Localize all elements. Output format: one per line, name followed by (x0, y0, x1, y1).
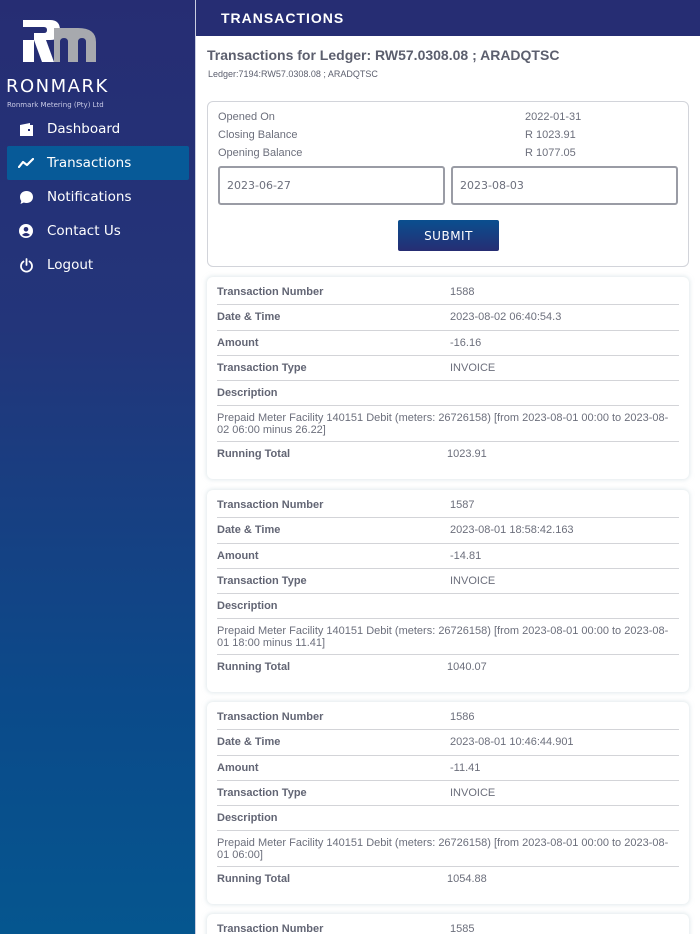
sidebar-item-label: Dashboard (47, 121, 121, 137)
transaction-card (207, 277, 689, 479)
main-content (196, 0, 700, 934)
transaction-type-label: Transaction Type (217, 574, 307, 587)
running-total-value: 1054.88 (447, 873, 487, 886)
wallet-icon (18, 121, 34, 137)
transaction-number-label: Transaction Number (217, 286, 324, 298)
running-total-value: 1040.07 (447, 661, 487, 674)
transaction-number-row (217, 493, 679, 518)
sidebar-item-dashboard[interactable] (7, 112, 189, 146)
brand-subtitle: Ronmark Metering (Pty) Ltd (7, 101, 104, 109)
opened-on-label: Opened On (218, 111, 275, 123)
amount-label: Amount (217, 336, 259, 349)
transaction-type-value: INVOICE (450, 574, 496, 587)
transaction-card (207, 490, 689, 692)
transaction-type-row (217, 356, 679, 381)
page-header (196, 0, 700, 36)
submit-button[interactable]: SUBMIT (398, 220, 499, 251)
sidebar (0, 0, 196, 934)
trend-line-icon (18, 155, 34, 171)
transaction-number-row (217, 705, 679, 730)
transaction-number-label: Transaction Number (217, 499, 324, 511)
opening-balance-label: Opening Balance (218, 147, 303, 159)
date-time-label: Date & Time (217, 311, 281, 324)
sidebar-item-label: Contact Us (47, 223, 121, 239)
sidebar-item-notifications[interactable] (7, 180, 189, 214)
running-total-label: Running Total (217, 873, 291, 886)
transaction-number-value: 1587 (450, 499, 475, 511)
amount-row (217, 544, 679, 569)
running-total-row (217, 867, 679, 892)
transaction-number-value: 1585 (450, 923, 475, 934)
description-label: Description (217, 387, 278, 400)
sidebar-item-logout[interactable] (7, 248, 189, 282)
transaction-type-value: INVOICE (450, 361, 496, 374)
closing-balance-value: R 1023.91 (525, 129, 576, 141)
transaction-number-value: 1586 (450, 711, 475, 723)
page-title: TRANSACTIONS (221, 10, 345, 26)
running-total-value: 1023.91 (447, 448, 487, 461)
sidebar-item-transactions[interactable] (7, 146, 189, 180)
date-time-row (217, 518, 679, 543)
transaction-number-row (217, 917, 679, 934)
running-total-row (217, 442, 679, 467)
amount-row (217, 331, 679, 356)
brand-name: RONMARK (6, 76, 109, 97)
date-time-row (217, 730, 679, 755)
description-label-row (217, 381, 679, 406)
ledger-summary-card (207, 101, 689, 267)
sidebar-nav (7, 112, 189, 282)
transaction-type-label: Transaction Type (217, 786, 307, 799)
rm-logo-mark-icon (20, 20, 98, 62)
transaction-number-label: Transaction Number (217, 711, 324, 723)
chat-bubble-icon (18, 189, 34, 205)
date-time-value: 2023-08-02 06:40:54.3 (450, 311, 562, 324)
description-value: Prepaid Meter Facility 140151 Debit (meters: 26726158) [from 2023-08-01 00:00 to 2023-08-02 06:00 minus 26.22] (217, 406, 679, 442)
transaction-card (207, 914, 689, 934)
running-total-row (217, 655, 679, 680)
transaction-type-row (217, 569, 679, 594)
running-total-label: Running Total (217, 661, 291, 674)
amount-label: Amount (217, 761, 259, 774)
opened-on-value: 2022-01-31 (525, 111, 582, 123)
date-time-row (217, 305, 679, 330)
date-time-label: Date & Time (217, 736, 281, 749)
amount-value: -11.41 (450, 761, 481, 774)
running-total-label: Running Total (217, 448, 291, 461)
from-date-input[interactable] (218, 166, 445, 205)
closing-balance-label: Closing Balance (218, 129, 298, 141)
date-time-value: 2023-08-01 10:46:44.901 (450, 736, 574, 749)
transaction-type-value: INVOICE (450, 786, 496, 799)
sidebar-item-label: Logout (47, 257, 94, 273)
transaction-type-row (217, 781, 679, 806)
amount-row (217, 756, 679, 781)
power-icon (18, 257, 34, 273)
description-label: Description (217, 812, 278, 825)
amount-value: -16.16 (450, 336, 482, 349)
transaction-type-label: Transaction Type (217, 361, 307, 374)
transaction-number-row (217, 280, 679, 305)
description-label-row (217, 806, 679, 831)
description-label: Description (217, 600, 278, 613)
transaction-number-value: 1588 (450, 286, 475, 298)
date-time-label: Date & Time (217, 524, 281, 537)
sidebar-item-contact-us[interactable] (7, 214, 189, 248)
amount-label: Amount (217, 549, 259, 562)
to-date-input[interactable] (451, 166, 678, 205)
transaction-card (207, 702, 689, 904)
sidebar-item-label: Transactions (47, 155, 132, 171)
opening-balance-value: R 1077.05 (525, 147, 576, 159)
description-value: Prepaid Meter Facility 140151 Debit (meters: 26726158) [from 2023-08-01 00:00 to 2023-08-01 18:00 minus 11.41] (217, 619, 679, 655)
ronmark-logo[interactable] (0, 16, 118, 109)
sidebar-item-label: Notifications (47, 189, 132, 205)
transaction-number-label: Transaction Number (217, 923, 324, 934)
description-label-row (217, 594, 679, 619)
date-time-value: 2023-08-01 18:58:42.163 (450, 524, 574, 537)
description-value: Prepaid Meter Facility 140151 Debit (meters: 26726158) [from 2023-08-01 00:00 to 2023-08-01 06:00] (217, 831, 679, 867)
amount-value: -14.81 (450, 549, 482, 562)
user-circle-icon (18, 223, 34, 239)
ledger-title: Transactions for Ledger: RW57.0308.08 ; ARADQTSC (207, 47, 560, 63)
ledger-subtitle: Ledger:7194:RW57.0308.08 ; ARADQTSC (208, 69, 378, 79)
